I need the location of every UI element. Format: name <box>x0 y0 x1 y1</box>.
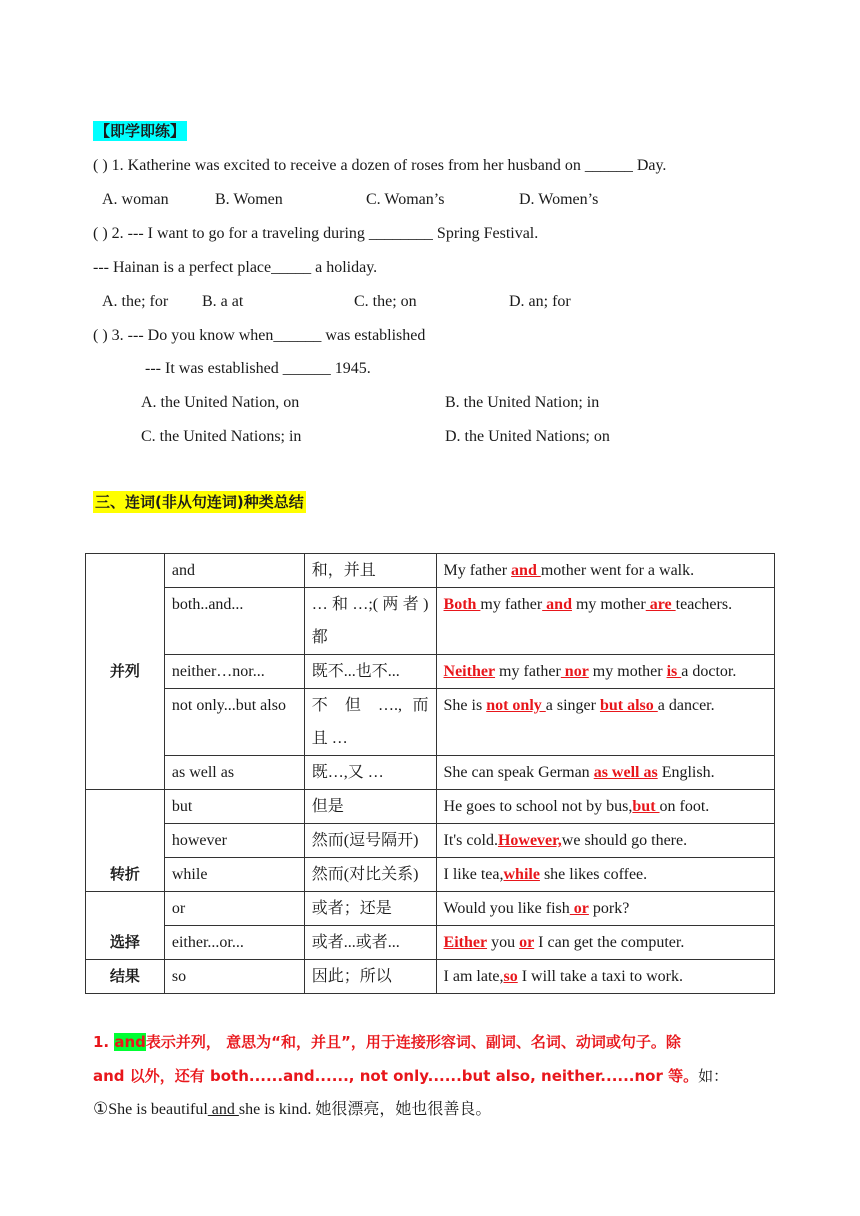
meaning-cell: 但是 <box>304 790 436 824</box>
q2-option-a: A. the; for <box>102 293 169 310</box>
meaning-cell: 然而(逗号隔开) <box>304 824 436 858</box>
category-result: 结果 <box>86 960 165 994</box>
q1-option-d: D. Women’s <box>519 191 599 208</box>
question-3: ( ) 3. --- Do you know when______ was established <box>93 327 426 344</box>
table-row <box>86 892 775 926</box>
category-coordinate: 并列 <box>86 554 165 790</box>
word-cell: both..and... <box>164 588 304 655</box>
example-1: ①She is beautiful and she is kind. 她很漂亮，她也很善良。 <box>93 1099 492 1119</box>
q2-option-c: C. the; on <box>354 293 417 310</box>
word-cell: not only...but also <box>164 689 304 756</box>
category-contrast: 转折 <box>86 790 165 892</box>
table-row <box>86 689 775 756</box>
table-row <box>86 960 775 994</box>
q3-option-b: B. the United Nation; in <box>445 394 600 411</box>
rule-1-line-1: 1. and表示并列， 意思为“和，并且”，用于连接形容词、副词、名词、动词或句子。除 <box>93 1033 681 1051</box>
conjunction-table <box>85 553 775 994</box>
table-row <box>86 756 775 790</box>
example-cell: She is not only a singer but also a dancer. <box>436 689 774 756</box>
question-3-reply: --- It was established ______ 1945. <box>145 360 371 377</box>
category-choice: 选择 <box>86 892 165 960</box>
word-cell: however <box>164 824 304 858</box>
word-cell: neither…nor... <box>164 655 304 689</box>
meaning-cell: … 和 …;( 两 者 ) 都 <box>304 588 436 655</box>
section-title: 三、连词(非从句连词)种类总结 <box>95 493 304 511</box>
word-cell: or <box>164 892 304 926</box>
table-row <box>86 824 775 858</box>
example-cell: It's cold.However,we should go there. <box>436 824 774 858</box>
table-row <box>86 926 775 960</box>
example-cell: I am late,so I will take a taxi to work. <box>436 960 774 994</box>
table-row <box>86 790 775 824</box>
q1-option-b: B. Women <box>215 191 283 208</box>
word-cell: either...or... <box>164 926 304 960</box>
example-cell: Would you like fish or pork? <box>436 892 774 926</box>
meaning-cell: 或者...或者... <box>304 926 436 960</box>
example-cell: She can speak German as well as English. <box>436 756 774 790</box>
example-cell: I like tea,while she likes coffee. <box>436 858 774 892</box>
example-cell: My father and mother went for a walk. <box>436 554 774 588</box>
question-1: ( ) 1. Katherine was excited to receive a dozen of roses from her husband on ______ Day. <box>93 157 667 174</box>
meaning-cell: 既不...也不... <box>304 655 436 689</box>
practice-heading: 【即学即练】 <box>95 122 186 140</box>
word-cell: as well as <box>164 756 304 790</box>
q3-option-c: C. the United Nations; in <box>141 428 302 445</box>
word-cell: but <box>164 790 304 824</box>
meaning-cell: 既…,又 … <box>304 756 436 790</box>
word-cell: and <box>164 554 304 588</box>
q1-option-a: A. woman <box>102 191 169 208</box>
table-row <box>86 588 775 655</box>
question-2-reply: --- Hainan is a perfect place_____ a holiday. <box>93 259 378 276</box>
q1-option-c: C. Woman’s <box>366 191 445 208</box>
word-cell: while <box>164 858 304 892</box>
and-keyword: and <box>114 1033 146 1051</box>
table-row <box>86 655 775 689</box>
example-cell: He goes to school not by bus,but on foot. <box>436 790 774 824</box>
question-2: ( ) 2. --- I want to go for a traveling during ________ Spring Festival. <box>93 225 539 242</box>
meaning-cell: 和，并且 <box>304 554 436 588</box>
q2-option-b: B. a at <box>202 293 244 310</box>
rule-1-line-2: and 以外，还有 both......and......, not only......but also, neither......nor 等。如： <box>93 1067 729 1085</box>
meaning-cell: 因此；所以 <box>304 960 436 994</box>
table-row <box>86 858 775 892</box>
meaning-cell: 或者；还是 <box>304 892 436 926</box>
meaning-cell: 然而(对比关系) <box>304 858 436 892</box>
example-cell: Both my father and my mother are teachers. <box>436 588 774 655</box>
q2-option-d: D. an; for <box>509 293 571 310</box>
q3-option-a: A. the United Nation, on <box>141 394 300 411</box>
q3-option-d: D. the United Nations; on <box>445 428 610 445</box>
example-cell: Either you or I can get the computer. <box>436 926 774 960</box>
meaning-cell: 不 但 …., 而 且 … <box>304 689 436 756</box>
example-cell: Neither my father nor my mother is a doctor. <box>436 655 774 689</box>
circled-number-1: ① <box>93 1099 109 1119</box>
table-row <box>86 554 775 588</box>
word-cell: so <box>164 960 304 994</box>
